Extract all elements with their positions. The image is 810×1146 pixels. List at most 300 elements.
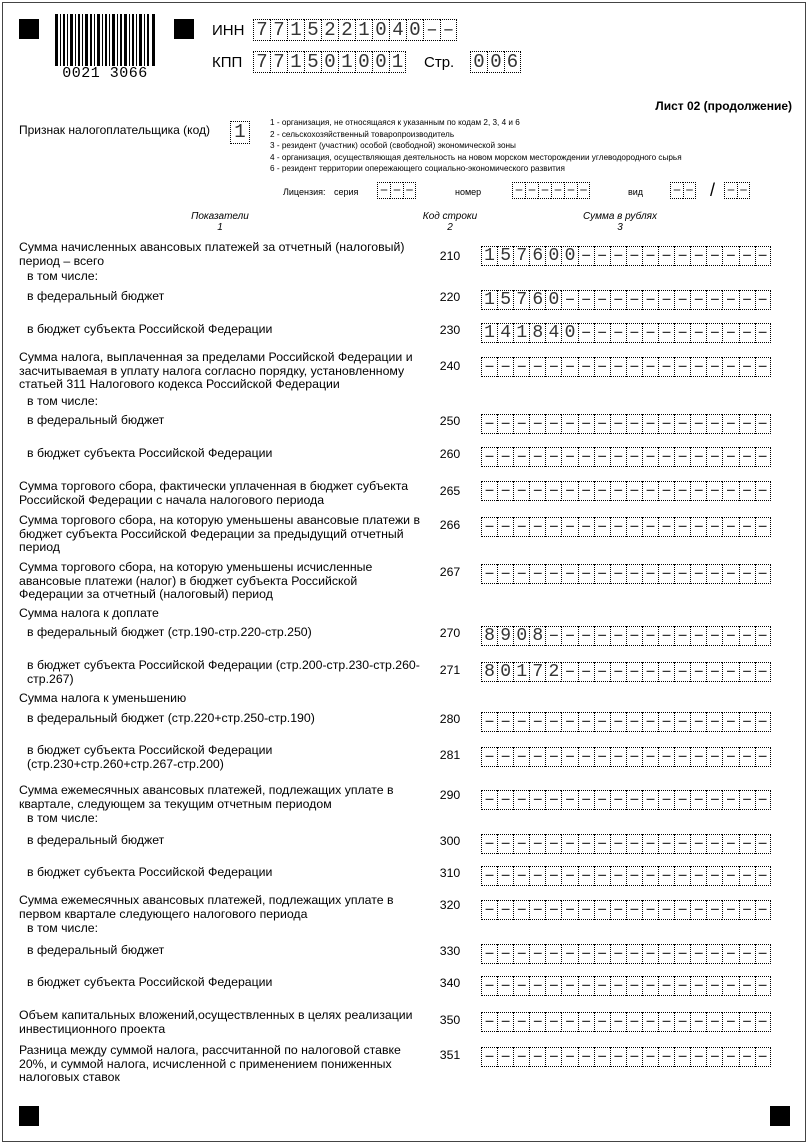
amount-digit-cell[interactable]: – xyxy=(722,290,738,310)
amount-digit-cell[interactable]: – xyxy=(610,944,626,964)
amount-digit-cell[interactable]: – xyxy=(578,517,594,537)
amount-digit-cell[interactable]: – xyxy=(481,976,497,996)
char-cell[interactable]: – xyxy=(670,182,683,199)
amount-digit-cell[interactable]: – xyxy=(706,944,722,964)
amount-digit-cell[interactable]: – xyxy=(674,246,690,266)
char-cell[interactable]: 1 xyxy=(389,51,406,73)
amount-digit-cell[interactable]: – xyxy=(626,626,642,646)
amount-digit-cell[interactable]: – xyxy=(658,517,674,537)
amount-digit-cell[interactable]: – xyxy=(545,976,561,996)
amount-digit-cell[interactable]: 1 xyxy=(513,323,529,343)
amount-digit-cell[interactable]: – xyxy=(642,517,658,537)
amount-field-265[interactable] xyxy=(481,481,771,501)
amount-digit-cell[interactable]: – xyxy=(739,747,755,767)
amount-digit-cell[interactable]: – xyxy=(481,414,497,434)
amount-digit-cell[interactable]: – xyxy=(497,976,513,996)
amount-digit-cell[interactable]: – xyxy=(481,834,497,854)
amount-digit-cell[interactable]: – xyxy=(513,517,529,537)
amount-digit-cell[interactable]: – xyxy=(497,944,513,964)
amount-digit-cell[interactable]: – xyxy=(674,414,690,434)
amount-digit-cell[interactable]: – xyxy=(690,712,706,732)
amount-digit-cell[interactable]: 1 xyxy=(481,246,497,266)
amount-digit-cell[interactable]: – xyxy=(497,1047,513,1067)
amount-digit-cell[interactable]: – xyxy=(578,481,594,501)
char-cell[interactable]: 0 xyxy=(487,51,504,73)
amount-digit-cell[interactable]: – xyxy=(578,626,594,646)
amount-digit-cell[interactable]: – xyxy=(610,357,626,377)
amount-digit-cell[interactable]: 8 xyxy=(481,626,497,646)
amount-digit-cell[interactable]: – xyxy=(529,414,545,434)
amount-digit-cell[interactable]: 7 xyxy=(529,662,545,682)
amount-digit-cell[interactable]: – xyxy=(739,517,755,537)
amount-digit-cell[interactable]: – xyxy=(658,747,674,767)
amount-digit-cell[interactable]: – xyxy=(594,900,610,920)
amount-digit-cell[interactable]: – xyxy=(658,447,674,467)
amount-digit-cell[interactable]: – xyxy=(658,834,674,854)
char-cell[interactable]: – xyxy=(440,19,457,41)
amount-digit-cell[interactable]: – xyxy=(658,290,674,310)
amount-digit-cell[interactable]: 6 xyxy=(529,290,545,310)
amount-digit-cell[interactable]: – xyxy=(594,790,610,810)
char-cell[interactable]: 0 xyxy=(406,19,423,41)
amount-digit-cell[interactable]: – xyxy=(739,662,755,682)
amount-digit-cell[interactable]: – xyxy=(739,834,755,854)
char-cell[interactable]: – xyxy=(525,182,538,199)
amount-digit-cell[interactable]: – xyxy=(626,747,642,767)
amount-digit-cell[interactable]: – xyxy=(722,414,738,434)
amount-digit-cell[interactable]: – xyxy=(626,246,642,266)
amount-digit-cell[interactable]: – xyxy=(594,447,610,467)
amount-digit-cell[interactable]: – xyxy=(626,662,642,682)
amount-digit-cell[interactable]: – xyxy=(755,1047,771,1067)
amount-digit-cell[interactable]: – xyxy=(722,944,738,964)
amount-digit-cell[interactable]: – xyxy=(626,447,642,467)
amount-digit-cell[interactable]: 1 xyxy=(513,662,529,682)
char-cell[interactable]: – xyxy=(377,182,390,199)
amount-digit-cell[interactable]: – xyxy=(578,414,594,434)
amount-digit-cell[interactable]: – xyxy=(594,976,610,996)
amount-digit-cell[interactable]: – xyxy=(594,481,610,501)
amount-digit-cell[interactable]: – xyxy=(690,834,706,854)
amount-digit-cell[interactable]: – xyxy=(594,246,610,266)
char-cell[interactable]: 7 xyxy=(270,19,287,41)
amount-digit-cell[interactable]: – xyxy=(561,976,577,996)
amount-digit-cell[interactable]: – xyxy=(739,944,755,964)
amount-digit-cell[interactable]: – xyxy=(674,517,690,537)
amount-digit-cell[interactable]: 0 xyxy=(561,323,577,343)
amount-digit-cell[interactable]: – xyxy=(578,976,594,996)
amount-digit-cell[interactable]: – xyxy=(706,246,722,266)
amount-digit-cell[interactable]: – xyxy=(755,944,771,964)
amount-digit-cell[interactable]: – xyxy=(497,747,513,767)
amount-digit-cell[interactable]: – xyxy=(529,1047,545,1067)
amount-digit-cell[interactable]: – xyxy=(561,357,577,377)
amount-field-266[interactable] xyxy=(481,517,771,537)
amount-digit-cell[interactable]: – xyxy=(481,447,497,467)
amount-digit-cell[interactable]: – xyxy=(545,834,561,854)
char-cell[interactable]: – xyxy=(724,182,737,199)
amount-digit-cell[interactable]: – xyxy=(561,790,577,810)
amount-digit-cell[interactable]: – xyxy=(658,481,674,501)
amount-digit-cell[interactable]: 8 xyxy=(529,323,545,343)
amount-field-280[interactable] xyxy=(481,712,771,732)
amount-digit-cell[interactable]: – xyxy=(529,944,545,964)
char-cell[interactable]: 1 xyxy=(355,19,372,41)
amount-digit-cell[interactable]: – xyxy=(594,1012,610,1032)
amount-digit-cell[interactable]: – xyxy=(610,517,626,537)
amount-digit-cell[interactable]: – xyxy=(578,834,594,854)
amount-digit-cell[interactable]: – xyxy=(529,747,545,767)
amount-digit-cell[interactable]: – xyxy=(674,1012,690,1032)
amount-digit-cell[interactable]: – xyxy=(610,1047,626,1067)
amount-digit-cell[interactable]: – xyxy=(642,834,658,854)
amount-digit-cell[interactable]: – xyxy=(658,246,674,266)
amount-digit-cell[interactable]: – xyxy=(578,944,594,964)
amount-digit-cell[interactable]: – xyxy=(690,900,706,920)
amount-digit-cell[interactable]: – xyxy=(755,866,771,886)
char-cell[interactable]: – xyxy=(390,182,403,199)
char-cell[interactable]: – xyxy=(538,182,551,199)
amount-digit-cell[interactable]: – xyxy=(706,290,722,310)
amount-digit-cell[interactable]: – xyxy=(706,662,722,682)
amount-field-281[interactable] xyxy=(481,747,771,767)
amount-digit-cell[interactable]: – xyxy=(706,481,722,501)
amount-digit-cell[interactable]: – xyxy=(610,900,626,920)
amount-digit-cell[interactable]: – xyxy=(674,447,690,467)
amount-field-340[interactable] xyxy=(481,976,771,996)
amount-digit-cell[interactable]: – xyxy=(739,481,755,501)
amount-digit-cell[interactable]: – xyxy=(610,662,626,682)
amount-digit-cell[interactable]: – xyxy=(497,414,513,434)
amount-digit-cell[interactable]: – xyxy=(578,900,594,920)
amount-digit-cell[interactable]: – xyxy=(755,246,771,266)
amount-digit-cell[interactable]: – xyxy=(642,481,658,501)
char-cell[interactable]: 2 xyxy=(338,19,355,41)
amount-digit-cell[interactable]: – xyxy=(561,564,577,584)
amount-digit-cell[interactable]: – xyxy=(722,790,738,810)
amount-digit-cell[interactable]: 6 xyxy=(529,246,545,266)
char-cell[interactable]: 7 xyxy=(253,51,270,73)
amount-digit-cell[interactable]: – xyxy=(706,447,722,467)
amount-digit-cell[interactable]: – xyxy=(578,357,594,377)
amount-digit-cell[interactable]: – xyxy=(755,834,771,854)
amount-digit-cell[interactable]: 4 xyxy=(497,323,513,343)
amount-digit-cell[interactable]: – xyxy=(690,662,706,682)
amount-digit-cell[interactable]: – xyxy=(690,976,706,996)
amount-digit-cell[interactable]: – xyxy=(545,747,561,767)
amount-digit-cell[interactable]: – xyxy=(674,357,690,377)
amount-digit-cell[interactable]: – xyxy=(722,323,738,343)
amount-digit-cell[interactable]: 0 xyxy=(545,290,561,310)
amount-digit-cell[interactable]: – xyxy=(722,747,738,767)
amount-digit-cell[interactable]: – xyxy=(610,747,626,767)
amount-digit-cell[interactable]: – xyxy=(529,357,545,377)
amount-digit-cell[interactable]: 0 xyxy=(545,246,561,266)
amount-digit-cell[interactable]: 8 xyxy=(481,662,497,682)
amount-digit-cell[interactable]: – xyxy=(545,790,561,810)
amount-digit-cell[interactable]: – xyxy=(545,517,561,537)
amount-digit-cell[interactable]: – xyxy=(674,747,690,767)
amount-field-210[interactable] xyxy=(481,246,771,266)
amount-field-220[interactable] xyxy=(481,290,771,310)
amount-digit-cell[interactable]: – xyxy=(481,747,497,767)
amount-digit-cell[interactable]: – xyxy=(690,866,706,886)
char-cell[interactable]: – xyxy=(578,182,588,199)
amount-digit-cell[interactable]: – xyxy=(755,662,771,682)
char-cell[interactable]: 0 xyxy=(321,51,338,73)
amount-digit-cell[interactable]: – xyxy=(722,246,738,266)
amount-digit-cell[interactable]: – xyxy=(626,517,642,537)
amount-field-240[interactable] xyxy=(481,357,771,377)
char-cell[interactable]: 5 xyxy=(304,19,321,41)
amount-digit-cell[interactable]: – xyxy=(513,414,529,434)
amount-digit-cell[interactable]: – xyxy=(674,712,690,732)
amount-digit-cell[interactable]: 8 xyxy=(529,626,545,646)
amount-digit-cell[interactable]: – xyxy=(722,834,738,854)
amount-digit-cell[interactable]: – xyxy=(610,626,626,646)
amount-digit-cell[interactable]: – xyxy=(658,662,674,682)
amount-digit-cell[interactable]: – xyxy=(722,357,738,377)
amount-digit-cell[interactable]: – xyxy=(674,564,690,584)
amount-digit-cell[interactable]: 0 xyxy=(561,246,577,266)
amount-digit-cell[interactable]: 1 xyxy=(481,323,497,343)
amount-digit-cell[interactable]: – xyxy=(529,866,545,886)
amount-digit-cell[interactable]: – xyxy=(561,834,577,854)
amount-digit-cell[interactable]: – xyxy=(739,290,755,310)
amount-digit-cell[interactable]: – xyxy=(626,481,642,501)
amount-digit-cell[interactable]: – xyxy=(513,712,529,732)
amount-digit-cell[interactable]: – xyxy=(642,626,658,646)
amount-digit-cell[interactable]: – xyxy=(658,866,674,886)
amount-digit-cell[interactable]: – xyxy=(739,323,755,343)
amount-digit-cell[interactable]: – xyxy=(674,866,690,886)
amount-digit-cell[interactable]: – xyxy=(561,662,577,682)
amount-digit-cell[interactable]: – xyxy=(481,564,497,584)
amount-digit-cell[interactable]: – xyxy=(739,866,755,886)
char-cell[interactable]: – xyxy=(684,182,694,199)
amount-digit-cell[interactable]: – xyxy=(706,900,722,920)
amount-digit-cell[interactable]: – xyxy=(578,747,594,767)
amount-digit-cell[interactable]: – xyxy=(578,564,594,584)
amount-digit-cell[interactable]: – xyxy=(706,1047,722,1067)
amount-digit-cell[interactable]: – xyxy=(513,790,529,810)
amount-digit-cell[interactable]: – xyxy=(497,357,513,377)
amount-digit-cell[interactable]: – xyxy=(626,976,642,996)
amount-digit-cell[interactable]: – xyxy=(610,1012,626,1032)
amount-digit-cell[interactable]: – xyxy=(642,246,658,266)
amount-digit-cell[interactable]: – xyxy=(481,790,497,810)
amount-digit-cell[interactable]: – xyxy=(561,944,577,964)
amount-digit-cell[interactable]: – xyxy=(642,323,658,343)
amount-digit-cell[interactable]: – xyxy=(674,944,690,964)
amount-digit-cell[interactable]: – xyxy=(626,866,642,886)
amount-digit-cell[interactable]: – xyxy=(594,290,610,310)
amount-digit-cell[interactable]: – xyxy=(594,834,610,854)
amount-digit-cell[interactable]: – xyxy=(529,481,545,501)
amount-digit-cell[interactable]: – xyxy=(545,564,561,584)
amount-digit-cell[interactable]: – xyxy=(481,944,497,964)
amount-digit-cell[interactable]: – xyxy=(642,662,658,682)
amount-field-271[interactable] xyxy=(481,662,771,682)
amount-digit-cell[interactable]: – xyxy=(706,564,722,584)
amount-digit-cell[interactable]: – xyxy=(529,517,545,537)
amount-digit-cell[interactable]: – xyxy=(497,564,513,584)
amount-digit-cell[interactable]: – xyxy=(561,414,577,434)
amount-digit-cell[interactable]: – xyxy=(739,712,755,732)
amount-digit-cell[interactable]: – xyxy=(690,517,706,537)
amount-digit-cell[interactable]: – xyxy=(561,481,577,501)
char-cell[interactable]: 0 xyxy=(372,51,389,73)
amount-digit-cell[interactable]: – xyxy=(642,790,658,810)
amount-digit-cell[interactable]: – xyxy=(561,712,577,732)
amount-digit-cell[interactable]: – xyxy=(578,662,594,682)
amount-digit-cell[interactable]: – xyxy=(513,1047,529,1067)
char-cell[interactable]: – xyxy=(564,182,577,199)
amount-digit-cell[interactable]: – xyxy=(658,626,674,646)
amount-digit-cell[interactable]: – xyxy=(690,564,706,584)
amount-digit-cell[interactable]: – xyxy=(755,564,771,584)
amount-digit-cell[interactable]: – xyxy=(755,1012,771,1032)
amount-digit-cell[interactable]: 4 xyxy=(545,323,561,343)
amount-digit-cell[interactable]: – xyxy=(722,976,738,996)
amount-field-350[interactable] xyxy=(481,1012,771,1032)
char-cell[interactable]: 4 xyxy=(389,19,406,41)
amount-digit-cell[interactable]: – xyxy=(755,290,771,310)
amount-digit-cell[interactable]: – xyxy=(755,900,771,920)
amount-digit-cell[interactable]: – xyxy=(513,834,529,854)
char-cell[interactable]: 6 xyxy=(504,51,521,73)
amount-digit-cell[interactable]: – xyxy=(722,481,738,501)
amount-digit-cell[interactable]: – xyxy=(610,712,626,732)
amount-digit-cell[interactable]: – xyxy=(545,1047,561,1067)
amount-digit-cell[interactable]: – xyxy=(481,1012,497,1032)
amount-digit-cell[interactable]: – xyxy=(706,1012,722,1032)
amount-digit-cell[interactable]: – xyxy=(594,323,610,343)
amount-digit-cell[interactable]: – xyxy=(658,564,674,584)
amount-digit-cell[interactable]: – xyxy=(706,357,722,377)
amount-digit-cell[interactable]: – xyxy=(658,323,674,343)
amount-digit-cell[interactable]: – xyxy=(578,323,594,343)
amount-digit-cell[interactable]: – xyxy=(722,564,738,584)
amount-digit-cell[interactable]: – xyxy=(658,976,674,996)
amount-field-290[interactable] xyxy=(481,790,771,810)
amount-digit-cell[interactable]: – xyxy=(545,712,561,732)
amount-digit-cell[interactable]: – xyxy=(658,1012,674,1032)
amount-digit-cell[interactable]: – xyxy=(722,447,738,467)
amount-field-310[interactable] xyxy=(481,866,771,886)
amount-digit-cell[interactable]: – xyxy=(497,790,513,810)
amount-digit-cell[interactable]: – xyxy=(610,976,626,996)
amount-digit-cell[interactable]: – xyxy=(513,866,529,886)
amount-digit-cell[interactable]: – xyxy=(481,357,497,377)
amount-digit-cell[interactable]: – xyxy=(529,712,545,732)
amount-digit-cell[interactable]: – xyxy=(690,246,706,266)
amount-digit-cell[interactable]: – xyxy=(561,1012,577,1032)
char-cell[interactable]: 1 xyxy=(287,51,304,73)
amount-digit-cell[interactable]: – xyxy=(626,834,642,854)
amount-digit-cell[interactable]: – xyxy=(529,900,545,920)
amount-digit-cell[interactable]: – xyxy=(755,790,771,810)
amount-digit-cell[interactable]: – xyxy=(626,1047,642,1067)
amount-digit-cell[interactable]: 0 xyxy=(513,626,529,646)
amount-digit-cell[interactable]: – xyxy=(706,834,722,854)
amount-digit-cell[interactable]: – xyxy=(706,323,722,343)
amount-digit-cell[interactable]: – xyxy=(706,626,722,646)
amount-digit-cell[interactable]: – xyxy=(545,866,561,886)
amount-field-230[interactable] xyxy=(481,323,771,343)
amount-digit-cell[interactable]: – xyxy=(755,357,771,377)
amount-field-351[interactable] xyxy=(481,1047,771,1067)
amount-digit-cell[interactable]: – xyxy=(658,944,674,964)
amount-digit-cell[interactable]: – xyxy=(755,323,771,343)
amount-digit-cell[interactable]: – xyxy=(626,790,642,810)
amount-digit-cell[interactable]: – xyxy=(529,1012,545,1032)
amount-digit-cell[interactable]: – xyxy=(739,1047,755,1067)
amount-digit-cell[interactable]: – xyxy=(594,712,610,732)
amount-digit-cell[interactable]: – xyxy=(642,564,658,584)
amount-digit-cell[interactable]: – xyxy=(481,481,497,501)
amount-digit-cell[interactable]: – xyxy=(690,1012,706,1032)
amount-digit-cell[interactable]: – xyxy=(755,414,771,434)
char-cell[interactable]: 0 xyxy=(372,19,389,41)
amount-field-250[interactable] xyxy=(481,414,771,434)
amount-digit-cell[interactable]: – xyxy=(626,944,642,964)
amount-digit-cell[interactable]: – xyxy=(706,414,722,434)
amount-digit-cell[interactable]: – xyxy=(594,357,610,377)
amount-digit-cell[interactable]: – xyxy=(578,712,594,732)
amount-digit-cell[interactable]: – xyxy=(690,790,706,810)
amount-digit-cell[interactable]: 7 xyxy=(513,290,529,310)
amount-digit-cell[interactable]: – xyxy=(513,747,529,767)
amount-digit-cell[interactable]: – xyxy=(561,626,577,646)
amount-digit-cell[interactable]: – xyxy=(610,834,626,854)
amount-digit-cell[interactable]: – xyxy=(658,900,674,920)
amount-digit-cell[interactable]: – xyxy=(513,976,529,996)
amount-digit-cell[interactable]: – xyxy=(642,944,658,964)
amount-digit-cell[interactable]: 0 xyxy=(497,662,513,682)
amount-digit-cell[interactable]: – xyxy=(578,290,594,310)
amount-digit-cell[interactable]: – xyxy=(642,357,658,377)
amount-digit-cell[interactable]: – xyxy=(674,900,690,920)
amount-digit-cell[interactable]: – xyxy=(642,866,658,886)
amount-digit-cell[interactable]: – xyxy=(545,414,561,434)
amount-digit-cell[interactable]: – xyxy=(690,414,706,434)
amount-field-270[interactable] xyxy=(481,626,771,646)
char-cell[interactable]: – xyxy=(738,182,748,199)
amount-digit-cell[interactable]: – xyxy=(722,1012,738,1032)
amount-digit-cell[interactable]: – xyxy=(561,1047,577,1067)
amount-digit-cell[interactable]: 5 xyxy=(497,290,513,310)
amount-digit-cell[interactable]: – xyxy=(626,900,642,920)
amount-digit-cell[interactable]: – xyxy=(610,447,626,467)
amount-digit-cell[interactable]: – xyxy=(529,834,545,854)
amount-digit-cell[interactable]: – xyxy=(545,626,561,646)
amount-digit-cell[interactable]: – xyxy=(642,1047,658,1067)
amount-digit-cell[interactable]: – xyxy=(706,517,722,537)
amount-digit-cell[interactable]: – xyxy=(690,481,706,501)
amount-digit-cell[interactable]: 2 xyxy=(545,662,561,682)
amount-digit-cell[interactable]: – xyxy=(722,662,738,682)
amount-digit-cell[interactable]: – xyxy=(529,447,545,467)
amount-digit-cell[interactable]: – xyxy=(610,564,626,584)
amount-digit-cell[interactable]: – xyxy=(594,944,610,964)
amount-digit-cell[interactable]: – xyxy=(610,414,626,434)
amount-digit-cell[interactable]: – xyxy=(594,866,610,886)
amount-digit-cell[interactable]: – xyxy=(658,414,674,434)
amount-digit-cell[interactable]: – xyxy=(610,323,626,343)
amount-digit-cell[interactable]: – xyxy=(755,447,771,467)
char-cell[interactable]: 7 xyxy=(253,19,270,41)
